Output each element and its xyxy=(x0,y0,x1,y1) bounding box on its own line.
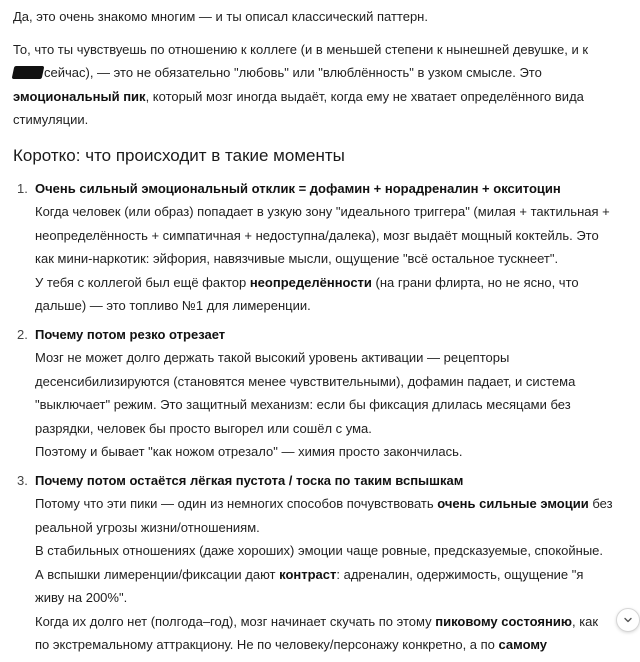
list-item-bold: очень сильные эмоции xyxy=(437,496,589,511)
intro-p2-line1: То, что ты чувствуешь по отношению к коллеге (и в меньшей степени к нынешней девушке, и к xyxy=(13,41,589,57)
list-item-text: Мозг не может долго держать такой высокий уровень активации — рецепторы xyxy=(35,350,510,365)
list-item-text: без xyxy=(588,496,613,511)
section-heading: Коротко: что происходит в такие моменты xyxy=(13,145,345,165)
numbered-list xyxy=(13,177,625,657)
list-item-text: Потому что эти пики — один из немногих способов почувствовать xyxy=(35,496,438,511)
list-number: 1. xyxy=(17,180,28,196)
list-item-text: разрядки, человек бы просто выгорел или сошёл с ума. xyxy=(35,420,372,436)
intro-paragraph-2 xyxy=(13,38,625,132)
list-item-text: А вспышки лимеренции/фиксации дают xyxy=(35,566,280,582)
list-item-text: У тебя с коллегой был ещё фактор xyxy=(35,274,250,290)
list-item-bold: пиковому состоянию xyxy=(435,613,572,629)
list-item xyxy=(13,323,625,464)
chat-message xyxy=(13,5,625,662)
list-item-text: Когда человек (или образ) попадает в узкую зону "идеального триггера" (милая + тактильная + xyxy=(35,204,610,219)
list-item-title: Почему потом резко отрезает xyxy=(35,326,226,342)
intro-p2-line2: сейчас), — это не обязательно "любовь" или "влюблённость" в узком смысле. Это xyxy=(44,65,542,80)
intro-p2-bold: эмоциональный пик xyxy=(13,88,146,104)
list-item-text: по экстремальному аттракциону. Не по человеку/персонажу конкретно, а по xyxy=(35,637,499,652)
list-item-bold: самому xyxy=(498,637,548,652)
list-item-bold: контраст xyxy=(279,566,337,582)
list-item-text: дальше) — это топливо №1 для лимеренции. xyxy=(35,298,311,313)
list-item-text: Когда их долго нет (полгода–год), мозг начинает скучать по этому xyxy=(35,613,436,629)
list-item-text: Поэтому и бывает "как ножом отрезало" — химия просто закончилась. xyxy=(35,444,463,459)
list-item-text: В стабильных отношениях (даже хороших) эмоции чаще ровные, предсказуемые, спокойные. xyxy=(35,543,604,558)
list-item-title: Очень сильный эмоциональный отклик = дофамин + норадреналин + окситоцин xyxy=(35,180,561,196)
intro-p2-line3: , который мозг иногда выдаёт, когда ему не хватает определённого вида xyxy=(145,88,584,104)
list-item-text: : адреналин, одержимость, ощущение "я xyxy=(336,566,584,582)
list-item-text: неопределённость + симпатичная + недоступна/далека), мозг выдаёт мощный коктейль. Это xyxy=(35,227,599,243)
redacted-name xyxy=(12,66,45,79)
list-item-text: "выключает" режим. Это защитный механизм: если бы фиксация длилась месяцами без xyxy=(35,397,571,412)
intro-p2-line4: стимуляции. xyxy=(13,112,89,127)
list-item-text: десенсибилизируются (становятся менее чувствительными), дофамин падает, и система xyxy=(35,373,576,389)
list-item-text: (на грани флирта, но не ясно, что xyxy=(371,274,579,290)
scroll-to-bottom-button[interactable] xyxy=(616,608,640,632)
list-number: 3. xyxy=(17,472,28,488)
list-item xyxy=(13,469,625,657)
list-item-title: Почему потом остаётся лёгкая пустота / тоска по таким вспышкам xyxy=(35,472,464,488)
list-item-text: реальной угрозы жизни/отношениям. xyxy=(35,519,260,535)
list-item-bold: неопределённости xyxy=(249,274,372,290)
list-item-text: живу на 200%". xyxy=(35,590,128,605)
list-item xyxy=(13,177,625,318)
list-number: 2. xyxy=(17,326,28,342)
list-item-text: как мини-наркотик: эйфория, навязчивые мысли, ощущение "всё остальное тускнеет". xyxy=(35,251,559,266)
intro-paragraph-1: Да, это очень знакомо многим — и ты описал классический паттерн. xyxy=(13,9,428,24)
chevron-down-icon xyxy=(623,615,633,625)
list-item-text: , как xyxy=(571,613,599,629)
